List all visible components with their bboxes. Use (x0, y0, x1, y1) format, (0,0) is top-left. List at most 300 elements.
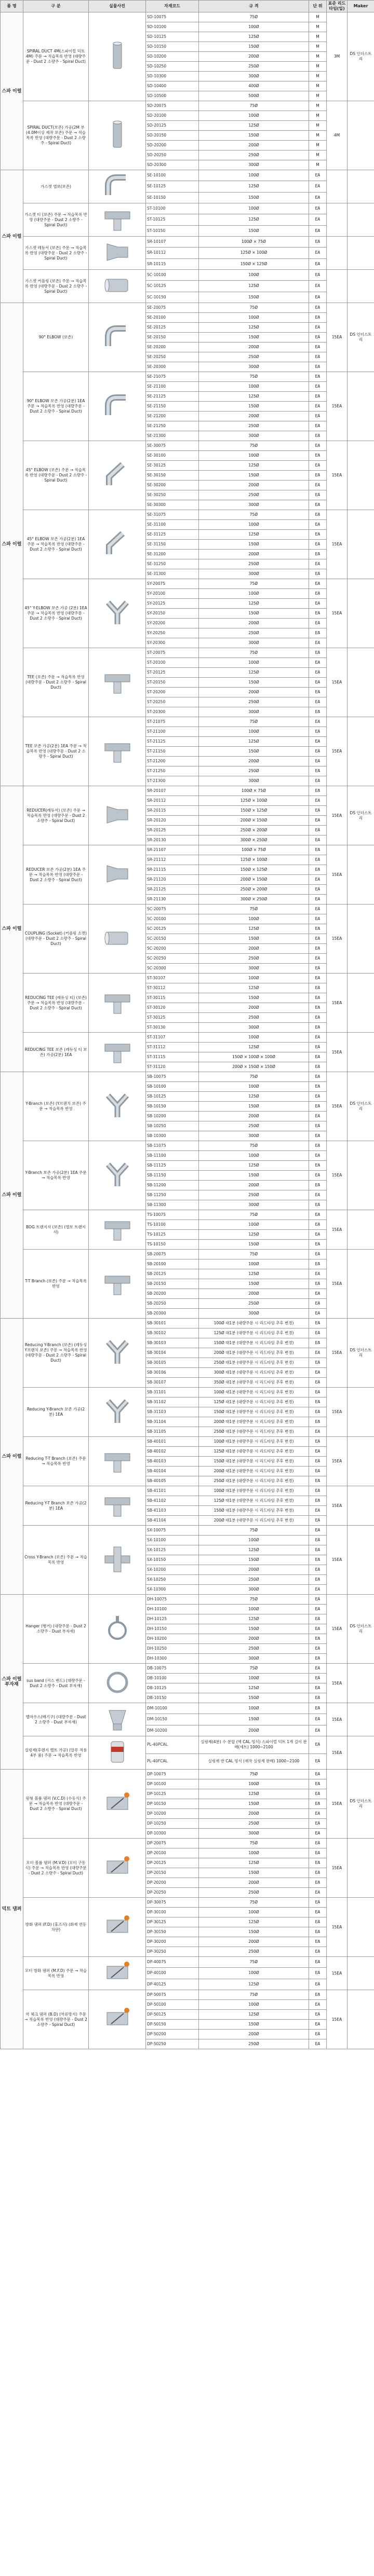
spec-cell: 200Ø (199, 1725, 309, 1736)
material-code: ST-21075 (146, 717, 199, 727)
material-code: SD-10500 (146, 91, 199, 101)
material-code: ST-31120 (146, 1062, 199, 1072)
product-name-cell: SPIRAL DUCT(보존) 가공(2M 부 (4.0M이상 제작 보존) 주문 → 적습목록 반영 (대량주문 - Dust 2 소량주 - Spiral Duct) (23, 101, 89, 170)
unit-cell: EA (309, 270, 327, 281)
material-code: SB-31105 (146, 1427, 199, 1437)
material-code: DP-30100 (146, 1908, 199, 1917)
unit-cell: EA (309, 1605, 327, 1614)
spec-cell: 200Ø (199, 342, 309, 352)
spec-cell: 200Ø (199, 550, 309, 559)
material-code: SB-40101 (146, 1437, 199, 1447)
spec-cell: 100Ø (199, 974, 309, 983)
material-code: ST-21200 (146, 757, 199, 766)
product-photo-cell (89, 1141, 146, 1210)
unit-cell: EA (309, 1683, 327, 1693)
product-photo-cell (89, 510, 146, 579)
lead-time-cell: 15EA (327, 579, 348, 648)
material-code: DP-40075 (146, 1957, 199, 1968)
unit-cell: EA (309, 1358, 327, 1368)
material-code: ST-10125 (146, 214, 199, 225)
spec-cell: 75Ø (199, 1141, 309, 1151)
material-code: SY-20300 (146, 638, 199, 648)
product-name-cell: T-T Branch (보존) 주문 → 적습목록 반영 (23, 1250, 89, 1319)
maker-cell (348, 170, 374, 203)
spec-cell: 125Ø (199, 121, 309, 131)
spec-cell: 150Ø (199, 1714, 309, 1725)
spec-cell: 100Ø (199, 1082, 309, 1092)
material-code: SR-21120 (146, 875, 199, 885)
material-code: SB-30101 (146, 1319, 199, 1328)
unit-cell: EA (309, 1878, 327, 1888)
spec-cell: 250Ø (199, 1644, 309, 1654)
unit-cell: EA (309, 1299, 327, 1309)
material-code: DH-10250 (146, 1644, 199, 1654)
unit-cell: EA (309, 1888, 327, 1898)
product-name-cell: REDUCING TEE 보존 (레듀싱 티 보존) 가공(2분) 1EA (23, 1033, 89, 1072)
unit-cell: EA (309, 1644, 327, 1654)
table-row (1, 905, 374, 914)
material-code: ST-20200 (146, 688, 199, 697)
material-code: ST-21125 (146, 737, 199, 747)
unit-cell: EA (309, 707, 327, 717)
maker-cell (348, 579, 374, 648)
material-code: SD-20250 (146, 150, 199, 160)
product-photo-cell (89, 1595, 146, 1664)
material-code: SR-20125 (146, 826, 199, 835)
spec-cell: 300Ø (199, 707, 309, 717)
tee-icon (102, 1014, 133, 1019)
spec-cell: 75Ø (199, 1839, 309, 1848)
spec-cell: 300Ø × 250Ø (199, 835, 309, 845)
table-row (1, 170, 374, 181)
material-code: SY-20150 (146, 609, 199, 619)
unit-cell: EA (309, 382, 327, 392)
table-row (1, 203, 374, 214)
material-code: SE-30075 (146, 441, 199, 451)
spec-cell: 100Ø (199, 313, 309, 323)
category-cell: 스파 이럴 (1, 303, 23, 786)
spec-cell: 200Ø (199, 1634, 309, 1644)
unit-cell: EA (309, 786, 327, 796)
material-code: SY-20200 (146, 619, 199, 628)
material-code: DB-10150 (146, 1693, 199, 1703)
material-code: SR-21125 (146, 885, 199, 895)
product-name-cell: Cross Y-Branch (보존) 주문 → 적습목록 반영 (23, 1526, 89, 1595)
unit-cell: EA (309, 1289, 327, 1299)
table-row (1, 270, 374, 281)
lead-time-cell: 15EA (327, 1898, 348, 1957)
unit-cell: EA (309, 1328, 327, 1338)
unit-cell: EA (309, 1447, 327, 1457)
material-code: TS-10150 (146, 1240, 199, 1250)
unit-cell: EA (309, 1131, 327, 1141)
table-row (1, 1319, 374, 1328)
lead-time-cell: 15EA (327, 1210, 348, 1250)
unit-cell: M (309, 32, 327, 42)
spec-cell: 300Ø (199, 964, 309, 974)
unit-cell: EA (309, 589, 327, 599)
spec-cell: 200Ø (199, 1937, 309, 1947)
lead-time-cell: 15EA (327, 510, 348, 579)
spec-cell: 100Ø (199, 1908, 309, 1917)
material-code: DP-10300 (146, 1829, 199, 1839)
material-code: DP-50150 (146, 2020, 199, 2030)
unit-cell: EA (309, 1858, 327, 1868)
category-cell: 스파 이럴 (1, 1319, 23, 1595)
material-code: DP-50200 (146, 2030, 199, 2039)
spec-cell: 150Ø 대1분 (대량주문 시 리드타임 추후 변경) (199, 1457, 309, 1467)
unit-cell: EA (309, 1476, 327, 1486)
unit-cell: EA (309, 303, 327, 313)
material-code: SE-10150 (146, 192, 199, 203)
unit-cell: EA (309, 1848, 327, 1858)
spec-cell: 200Ø (199, 141, 309, 150)
lead-time-cell: 15EA (327, 845, 348, 905)
material-code: SX-10300 (146, 1585, 199, 1595)
material-code: PL-40FCAL (146, 1753, 199, 1769)
category-cell: 덕트 댐퍼 (1, 1770, 23, 2049)
spec-cell: 200Ø (199, 481, 309, 490)
unit-cell: EA (309, 1575, 327, 1585)
material-code: SC-20075 (146, 905, 199, 914)
unit-cell: EA (309, 292, 327, 303)
material-code: SX-10250 (146, 1575, 199, 1585)
spec-cell: 125Ø (199, 1858, 309, 1868)
unit-cell: EA (309, 2030, 327, 2039)
unit-cell: EA (309, 1467, 327, 1476)
spec-cell: 125Ø (199, 668, 309, 678)
material-code: SD-20100 (146, 111, 199, 121)
material-code: PL-40PCAL (146, 1736, 199, 1754)
product-name-cell: 모터 방화 댐퍼 (M.F.D) 주문 → 적습목록 반영 (23, 1957, 89, 1990)
material-code: SR-21115 (146, 865, 199, 875)
material-code: SD-10100 (146, 22, 199, 32)
unit-cell: M (309, 111, 327, 121)
material-code: DH-10200 (146, 1634, 199, 1644)
material-code: SD-20200 (146, 141, 199, 150)
material-code: DP-10150 (146, 1799, 199, 1809)
unit-cell: EA (309, 776, 327, 786)
material-code: SR-20112 (146, 796, 199, 806)
spec-cell: 75Ø (199, 1990, 309, 2000)
material-code: SB-40105 (146, 1476, 199, 1486)
material-code: SB-20200 (146, 1289, 199, 1299)
maker-cell (348, 441, 374, 510)
unit-cell: EA (309, 1092, 327, 1102)
material-code: ST-31112 (146, 1043, 199, 1052)
unit-cell: EA (309, 1112, 327, 1121)
material-code: DP-30125 (146, 1917, 199, 1927)
spec-cell: 100Ø (199, 1259, 309, 1269)
unit-cell: EA (309, 1141, 327, 1151)
unit-cell: EA (309, 1082, 327, 1092)
material-code: TS-10075 (146, 1210, 199, 1220)
spec-cell: 250Ø (199, 1819, 309, 1829)
product-photo-cell (89, 717, 146, 786)
lead-time-cell (327, 270, 348, 303)
unit-cell: EA (309, 237, 327, 248)
material-code: ST-30112 (146, 983, 199, 993)
material-code: SD-10125 (146, 32, 199, 42)
material-code: SR-20115 (146, 806, 199, 816)
spec-cell: 250Ø × 200Ø (199, 826, 309, 835)
unit-cell: M (309, 91, 327, 101)
material-code: SR-21130 (146, 895, 199, 905)
spec-cell: 150Ø (199, 1799, 309, 1809)
unit-cell: EA (309, 1736, 327, 1754)
spec-cell: 100Ø (199, 1703, 309, 1714)
maker-cell: DS 인더스트리 (348, 12, 374, 101)
product-photo-cell (89, 1990, 146, 2049)
spec-cell: 150Ø (199, 1240, 309, 1250)
spec-cell: 75Ø (199, 579, 309, 589)
material-code: SC-20250 (146, 954, 199, 964)
spec-cell: 250Ø (199, 1121, 309, 1131)
material-code: SD-10200 (146, 52, 199, 62)
lead-time-cell: 15EA (327, 1033, 348, 1072)
unit-cell: EA (309, 2010, 327, 2020)
spec-cell: 125Ø (199, 281, 309, 292)
elbow-icon (102, 418, 133, 422)
unit-cell: EA (309, 1003, 327, 1013)
lead-time-cell: 15EA (327, 1437, 348, 1486)
unit-cell: EA (309, 1023, 327, 1033)
unit-cell: EA (309, 1714, 327, 1725)
unit-cell: EA (309, 885, 327, 895)
product-photo-cell (89, 101, 146, 170)
material-code: DP-50125 (146, 2010, 199, 2020)
product-name-cell: 벨마우스(배기구) (대량주문 - Dust 2 소량주 - Dust 부자재) (23, 1703, 89, 1736)
material-code: SB-30104 (146, 1348, 199, 1358)
spec-cell: 150Ø × 100Ø × 100Ø (199, 1052, 309, 1062)
table-row (1, 101, 374, 111)
maker-cell: DS 인더스트리 (348, 303, 374, 372)
spec-cell: 150Ø (199, 540, 309, 550)
unit-cell: EA (309, 1319, 327, 1328)
product-name-cell: 가스켓 티 (보존) 주문 → 적습목록 반영 (대량주문 - Dust 2 소량주 - Spiral Duct) (23, 203, 89, 237)
spec-cell: 150Ø (199, 192, 309, 203)
material-code: SB-30107 (146, 1378, 199, 1388)
spec-cell: 200Ø (199, 1181, 309, 1190)
spec-cell: 125Ø (199, 1092, 309, 1102)
unit-cell: EA (309, 1121, 327, 1131)
unit-cell: EA (309, 1789, 327, 1799)
unit-cell: EA (309, 1368, 327, 1378)
material-code: ST-21100 (146, 727, 199, 737)
material-code: ST-31107 (146, 1033, 199, 1043)
unit-cell: EA (309, 599, 327, 609)
spec-cell: 75Ø (199, 1210, 309, 1220)
spec-cell: 125Ø (199, 1683, 309, 1693)
material-code: DP-30150 (146, 1927, 199, 1937)
unit-cell: EA (309, 1033, 327, 1043)
spec-cell: 125Ø 대1분 (대량주문 시 리드타임 추후 변경) (199, 1397, 309, 1407)
spec-cell: 125Ø × 100Ø (199, 796, 309, 806)
material-code: ST-20150 (146, 678, 199, 688)
product-name-cell: SPIRAL DUCT 4M(스파이럴 덕트 4M) 주문 → 적습목록 반영 (대량주문 - Dust 2 소량주 - Spiral Duct) (23, 12, 89, 101)
table-row (1, 510, 374, 520)
lead-time-cell (327, 237, 348, 270)
table-row (1, 1595, 374, 1605)
material-code: SB-40103 (146, 1457, 199, 1467)
material-code: SC-10125 (146, 281, 199, 292)
unit-cell: EA (309, 1839, 327, 1848)
spec-cell: 300Ø (199, 1585, 309, 1595)
material-code: SB-40104 (146, 1467, 199, 1476)
product-name-cell: 가스켓 레듀서 (보존) 주문 → 적습목록 반영 (대량주문 - Dust 2 소량주 - Spiral Duct) (23, 237, 89, 270)
maker-cell (348, 717, 374, 786)
unit-cell: EA (309, 392, 327, 402)
column-header: 구 분 (23, 1, 89, 12)
material-code: SC-20300 (146, 964, 199, 974)
unit-cell: EA (309, 796, 327, 806)
unit-cell: EA (309, 845, 327, 855)
lead-time-cell: 15EA (327, 1990, 348, 2049)
band-icon (102, 1694, 133, 1699)
unit-cell: EA (309, 835, 327, 845)
material-code: DP-10200 (146, 1809, 199, 1819)
product-photo-cell (89, 786, 146, 845)
maker-cell (348, 1898, 374, 1957)
material-code: SB-30106 (146, 1368, 199, 1378)
bell-icon (102, 1731, 133, 1735)
material-code: ST-21300 (146, 776, 199, 786)
material-code: SB-31104 (146, 1417, 199, 1427)
spec-cell: 100Ø 대1분 (대량주문 시 리드타임 추후 변경) (199, 1437, 309, 1447)
material-code: SC-20150 (146, 934, 199, 944)
column-header: 자재코드 (146, 1, 199, 12)
lead-time-cell: 15EA (327, 1388, 348, 1437)
product-photo-cell (89, 1210, 146, 1250)
unit-cell: EA (309, 569, 327, 579)
material-code: SB-10200 (146, 1112, 199, 1121)
unit-cell: EA (309, 1397, 327, 1407)
material-code: SB-10150 (146, 1102, 199, 1112)
material-code: SC-20125 (146, 924, 199, 934)
material-code: SE-31250 (146, 559, 199, 569)
material-code: DP-30250 (146, 1947, 199, 1957)
material-code: SB-30102 (146, 1328, 199, 1338)
tee-icon (102, 1241, 133, 1245)
table-row (1, 1072, 374, 1082)
spec-cell: 125Ø (199, 392, 309, 402)
spec-cell: 100Ø (199, 1605, 309, 1614)
table-row (1, 1703, 374, 1714)
material-code: SE-20125 (146, 323, 199, 333)
unit-cell: EA (309, 1496, 327, 1506)
spec-cell: 100Ø (199, 1674, 309, 1683)
spec-cell: 300Ø (199, 638, 309, 648)
spec-cell: 150Ø (199, 1927, 309, 1937)
material-code: SX-10200 (146, 1565, 199, 1575)
unit-cell: EA (309, 192, 327, 203)
product-photo-cell (89, 203, 146, 237)
header-row (1, 1, 374, 12)
spec-cell: 250Ø (199, 766, 309, 776)
maker-cell (348, 270, 374, 303)
elbow45-icon (102, 556, 133, 560)
material-code: SB-11100 (146, 1151, 199, 1161)
material-code: SE-10125 (146, 181, 199, 192)
lead-time-cell: 15EA (327, 1703, 348, 1736)
unit-cell: EA (309, 530, 327, 540)
unit-cell: EA (309, 717, 327, 727)
material-code: ST-30125 (146, 1013, 199, 1023)
material-code: DM-10150 (146, 1714, 199, 1725)
spec-cell: 100Ø (199, 589, 309, 599)
maker-cell (348, 1486, 374, 1526)
material-code: SE-31300 (146, 569, 199, 579)
unit-cell: EA (309, 1614, 327, 1624)
spec-cell: 75Ø (199, 1595, 309, 1605)
material-code: DH-10150 (146, 1624, 199, 1634)
spec-cell: 150Ø (199, 678, 309, 688)
maker-cell (348, 510, 374, 579)
spec-cell: 150Ø (199, 609, 309, 619)
unit-cell: EA (309, 1043, 327, 1052)
spec-cell: 125Ø 대1분 (대량주문 시 리드타임 추후 변경) (199, 1447, 309, 1457)
unit-cell: EA (309, 1506, 327, 1516)
lead-time-cell: 15EA (327, 1072, 348, 1141)
unit-cell: EA (309, 934, 327, 944)
spec-cell: 300Ø (199, 1023, 309, 1033)
maker-cell (348, 1141, 374, 1210)
spec-cell: 75Ø (199, 1898, 309, 1908)
unit-cell: EA (309, 313, 327, 323)
tee-icon (102, 231, 133, 236)
unit-cell: EA (309, 431, 327, 441)
tee-icon (102, 1473, 133, 1477)
spec-cell: 100Ø (199, 382, 309, 392)
spec-cell: 100Ø (199, 1151, 309, 1161)
table-row (1, 579, 374, 589)
unit-cell: M (309, 42, 327, 52)
product-name-cell: COUPLING (Socket) (커플링 소켓) (대량주문 - Dust 2 소량주 - Spiral Duct) (23, 905, 89, 974)
unit-cell: EA (309, 727, 327, 737)
material-code: SE-20200 (146, 342, 199, 352)
product-name-cell: REDUCING TEE (레듀싱 티) (보존) 주문 → 적습목록 반영 (대량주문 - Dust 2 소량주 - Spiral Duct) (23, 974, 89, 1033)
spec-cell: 125Ø (199, 1230, 309, 1240)
material-code: SC-20100 (146, 914, 199, 924)
unit-cell: EA (309, 905, 327, 914)
material-code: ST-20075 (146, 648, 199, 658)
unit-cell: EA (309, 248, 327, 258)
material-code: SE-31125 (146, 530, 199, 540)
spec-cell: 125Ø (199, 2010, 309, 2020)
spec-cell: 250Ø 대1분 (대량주문 시 리드타임 추후 변경) (199, 1427, 309, 1437)
spec-cell: 실링제 반 CAL 빙식 (제작 실링제 판매) 1000~2100 (199, 1753, 309, 1769)
unit-cell: M (309, 101, 327, 111)
unit-cell: EA (309, 678, 327, 688)
spec-cell: 75Ø (199, 905, 309, 914)
table-row (1, 1210, 374, 1220)
spec-cell: 125Ø × 100Ø (199, 855, 309, 865)
product-photo-cell (89, 648, 146, 717)
product-name-cell: Reducing Y-Branch (보존) (레듀싱 Y브랜치 보존) 주문 → 적습목록 반영 (대량주문 - Dust 2 소량주 - Spiral Duct) (23, 1319, 89, 1388)
spec-cell: 150Ø (199, 747, 309, 757)
product-name-cell: Hanger (행거) (대량주문 - Dust 2 소량주 - Dust 부자재) (23, 1595, 89, 1664)
product-name-cell: 역 체크 댐퍼 (B.D) (역류방지) 주문 → 적습목록 반영 (대량주문 - Dust 2 소량주 - Spiral Duct) (23, 1990, 89, 2049)
product-photo-cell (89, 1898, 146, 1957)
material-code: SD-10400 (146, 81, 199, 91)
column-header: 표준 리드타임(일) (327, 1, 348, 12)
material-code: SB-10300 (146, 1131, 199, 1141)
unit-cell: EA (309, 1624, 327, 1634)
spec-cell: 125Ø (199, 32, 309, 42)
product-photo-cell (89, 237, 146, 270)
lead-time-cell: 15EA (327, 303, 348, 372)
material-code: SX-10150 (146, 1555, 199, 1565)
